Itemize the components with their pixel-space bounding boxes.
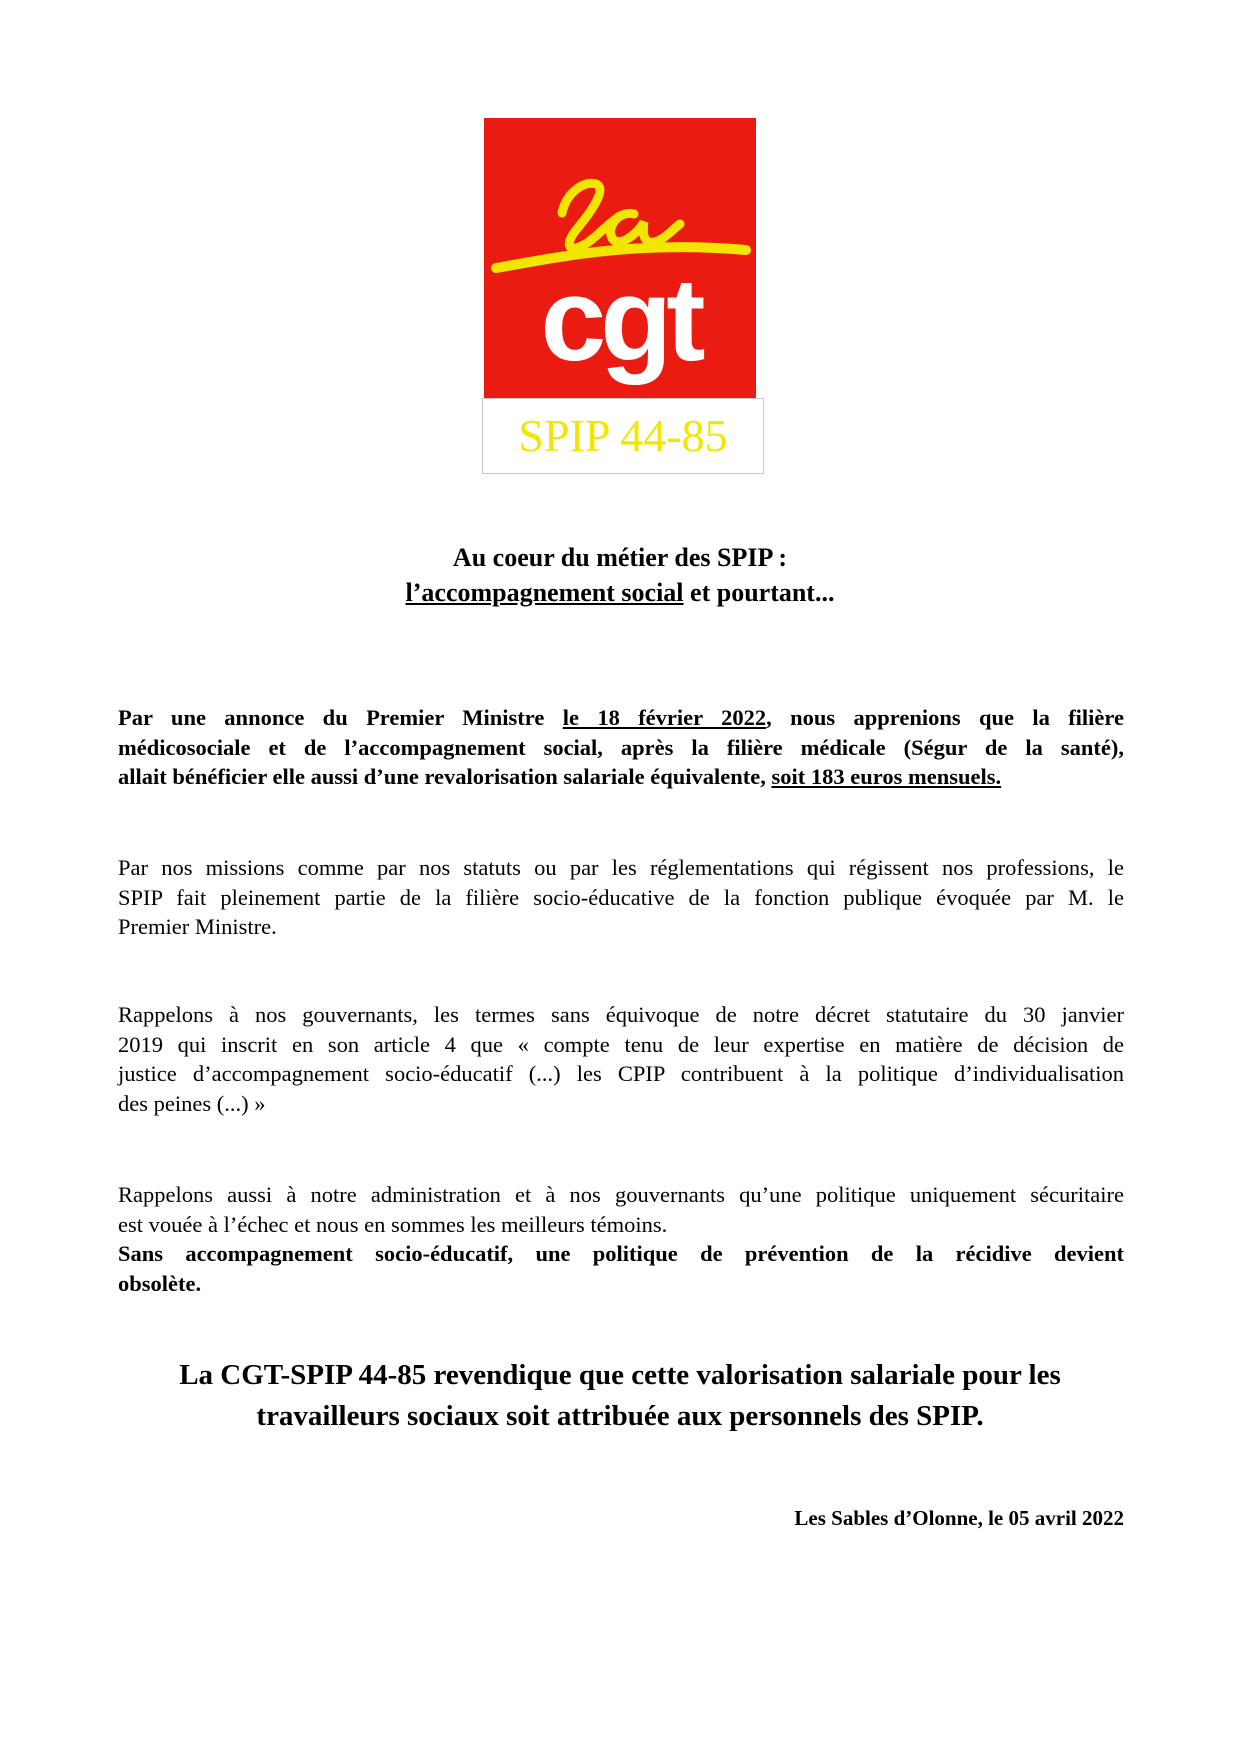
claim-statement [120,1355,1120,1437]
claim-line-1: La CGT-SPIP 44-85 revendique que cette valorisation salariale pour les [179,1359,1061,1391]
paragraph-3-line-3: justice d’accompagnement socio-éducatif (...) les CPIP contribuent à la politique d’individualisation [118,1061,1124,1086]
paragraph-4-line-3: Sans accompagnement socio-éducatif, une politique de prévention de la récidive devient [118,1241,1124,1266]
logo-la-a-stroke [611,213,680,242]
claim-line-2: travailleurs sociaux soit attribuée aux personnels des SPIP. [256,1400,984,1432]
paragraph-3-line-2: 2019 qui inscrit en son article 4 que « compte tenu de leur expertise en matière de décision de [118,1031,1124,1057]
p1-line3-start: allait bénéficier elle aussi d’une revalorisation salariale équivalente, [118,764,772,789]
title-line-1: Au coeur du métier des SPIP : [452,543,788,572]
p1-line1-end: , nous apprenions que la filière [766,705,1124,730]
p1-amount: soit 183 euros mensuels. [771,764,1002,789]
paragraph-announcement [118,703,1124,792]
p1-line1-start: Par une annonce du Premier Ministre [118,705,563,730]
logo-subtitle-box [482,398,764,474]
paragraph-4-line-4: obsolète. [118,1270,202,1296]
paragraph-3-line-4: des peines (...) » [118,1090,266,1116]
paragraph-1-line-1 [118,703,1124,733]
logo-cgt-text: cgt [540,254,700,386]
p1-date: le 18 février 2022 [562,705,767,730]
paragraph-3-line-1: Rappelons à nos gouvernants, les termes sans équivoque de notre décret statutaire du 30 janvier [118,1002,1124,1027]
logo-subtitle: SPIP 44-85 [518,410,728,461]
paragraph-administration [118,1180,1124,1298]
paragraph-2-line-3: Premier Ministre. [118,914,277,939]
paragraph-2-line-1: Par nos missions comme par nos statuts ou par les réglementations qui régissent nos professions, le [118,855,1124,880]
title-underlined-phrase: l’accompagnement social [405,578,684,607]
cgt-logo [484,118,756,400]
cgt-logo-graphic [484,118,756,400]
place-date-signature: Les Sables d’Olonne, le 05 avril 2022 [794,1506,1124,1530]
paragraph-4-line-1: Rappelons aussi à notre administration et à nos gouvernants qu’une politique uniquement sécuritaire [118,1182,1124,1207]
paragraph-4-line-2: est vouée à l’échec et nous en sommes les meilleurs témoins. [118,1211,668,1237]
paragraph-1-line-3 [118,762,1124,792]
paragraph-missions [118,853,1124,942]
document-title [120,540,1120,610]
paragraph-2-line-2: SPIP fait pleinement partie de la filière socio-éducative de la fonction publique évoquée par M. le [118,884,1124,910]
paragraph-1-line-2: médicosociale et de l’accompagnement social, après la filière médicale (Ségur de la santé), [118,734,1124,760]
title-line-2 [120,575,1120,610]
title-line-2-rest: et pourtant... [683,578,835,607]
paragraph-decree [118,1000,1124,1118]
